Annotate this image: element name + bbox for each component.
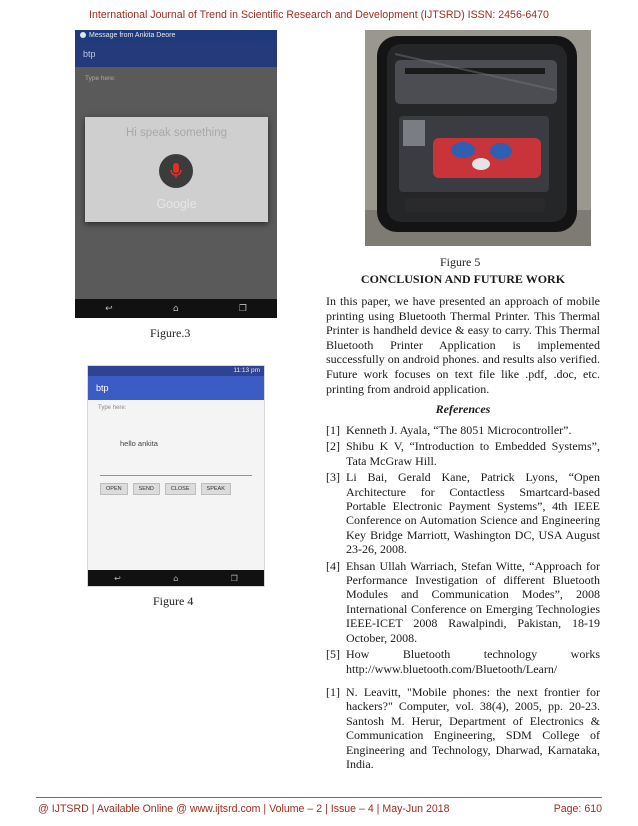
android-nav-bar xyxy=(75,299,277,318)
footer-info: @ IJTSRD | Available Online @ www.ijtsrd.com | Volume – 2 | Issue – 4 | May-Jun 2018 xyxy=(38,803,450,815)
reference-text: Shibu K V, “Introduction to Embedded Systems”, Tata McGraw Hill. xyxy=(346,439,600,468)
status-bar: 11:13 pm xyxy=(88,366,264,376)
reference-number: [1] xyxy=(326,423,340,437)
section-heading: CONCLUSION AND FUTURE WORK xyxy=(360,272,566,286)
reference-text: Kenneth J. Ayala, “The 8051 Microcontroller”. xyxy=(346,423,572,437)
back-icon: ↩ xyxy=(105,303,113,314)
close-button: CLOSE xyxy=(165,483,196,495)
reference-number: [3] xyxy=(326,470,340,485)
reference-item xyxy=(326,647,600,676)
figure-4-caption: Figure 4 xyxy=(153,594,194,608)
reference-item xyxy=(326,423,600,437)
reference-number: [4] xyxy=(326,558,340,573)
conclusion-paragraph: In this paper, we have presented an approach of mobile printing using Bluetooth Thermal Printer. This Thermal Printer is handheld device & easy to carry. This Thermal Bluetooth Printer Application is implemented successfully on android phones. and results also verified. Future work focuses on text file like .pdf, .doc, etc. printing from android application. xyxy=(326,294,600,396)
microphone-icon xyxy=(169,162,183,180)
figure-5-caption: Figure 5 xyxy=(440,255,481,269)
page-footer xyxy=(38,803,602,815)
input-hint: Type here: xyxy=(85,75,116,82)
reference-number: [1] xyxy=(326,684,340,699)
page-number: Page: 610 xyxy=(553,803,602,815)
reference-item xyxy=(326,470,600,556)
app-title-bar: btp xyxy=(88,376,264,400)
microphone-button xyxy=(159,154,193,188)
reference-text: Li Bai, Gerald Kane, Patrick Lyons, “Open Architecture for Contactless Smartcard-based Portable Electronic Payment Systems”, 4th IEEE Conference on Automation Science and Engineering Key Bridge Marriott, Washington DC, USA August 23-26, 2008. xyxy=(346,470,600,557)
reference-item xyxy=(326,685,600,771)
figure-5-printer-photo xyxy=(365,30,591,246)
recents-icon: ❐ xyxy=(230,573,238,583)
open-button: OPEN xyxy=(100,483,128,495)
reference-item xyxy=(326,559,600,645)
notification-bar xyxy=(75,30,277,41)
footer-divider xyxy=(36,797,602,798)
reference-text: Ehsan Ullah Warriach, Stefan Witte, “Approach for Performance Investigation of different Bluetooth Modules and Communication Modes”, 2008 International Conference on Emerging Technologies IEEE-ICET 2008 Rawalpindi, Pakistan, 18-19 October, 2008. xyxy=(346,558,600,645)
app-button-row xyxy=(100,483,231,495)
reference-list xyxy=(326,423,600,773)
reference-number: [2] xyxy=(326,439,340,454)
journal-header: International Journal of Trend in Scientific Research and Development (IJTSRD) ISSN: 2456-6470 xyxy=(89,9,549,21)
speak-button: SPEAK xyxy=(201,483,231,495)
reference-item xyxy=(326,439,600,468)
back-icon: ↩ xyxy=(114,573,121,583)
thermal-printer-image xyxy=(365,30,591,246)
typed-message: hello ankita xyxy=(120,439,158,448)
send-button: SEND xyxy=(133,483,160,495)
voice-prompt: Hi speak something xyxy=(126,127,227,139)
voice-input-dialog xyxy=(85,117,268,222)
home-icon: ⌂ xyxy=(173,573,179,583)
figure-4-screenshot xyxy=(87,365,265,587)
google-wordmark: Google xyxy=(156,197,197,211)
notification-text: Message from Ankita Deore xyxy=(89,32,176,39)
references-heading: References xyxy=(435,402,491,416)
android-nav-bar xyxy=(88,570,264,586)
reference-number: [5] xyxy=(326,647,340,662)
recents-icon: ❐ xyxy=(238,303,247,314)
whatsapp-icon xyxy=(80,32,86,38)
reference-text: N. Leavitt, "Mobile phones: the next frontier for hackers?" Computer, vol. 38(4), 2005, pp. 20-23. Santosh M. Herur, Department of Electronics & Communication Engineering, SDM College of Engineering and Technology, Dharwad, Karnataka, India. xyxy=(346,684,600,771)
input-hint: Type here: xyxy=(98,405,127,411)
home-icon: ⌂ xyxy=(172,303,179,314)
input-underline xyxy=(100,475,252,476)
figure-3-screenshot xyxy=(75,30,277,318)
reference-text: How Bluetooth technology works http://www.bluetooth.com/Bluetooth/Learn/ xyxy=(346,647,600,676)
app-title-bar: btp xyxy=(75,41,277,67)
figure-3-caption: Figure.3 xyxy=(150,326,191,340)
